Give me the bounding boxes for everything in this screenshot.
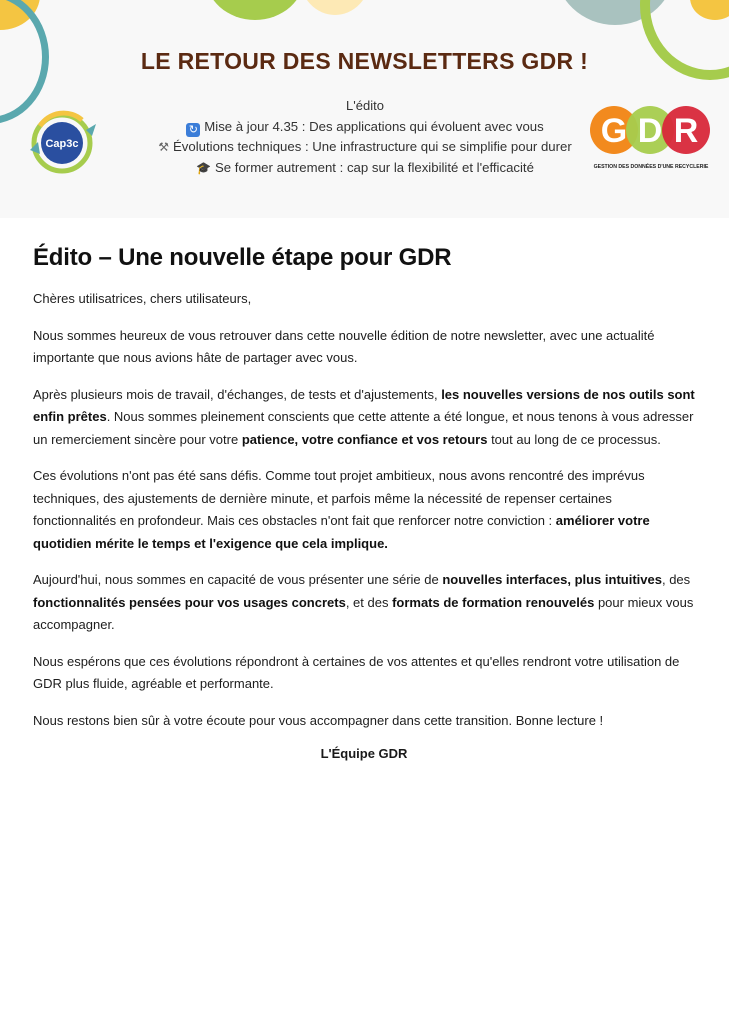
paragraph [33,569,695,637]
paragraph: Nous restons bien sûr à votre écoute pour vous accompagner dans cette transition. Bonne lecture ! [33,712,604,728]
summary-list [120,96,610,178]
paragraph: Nous sommes heureux de vous retrouver dans cette nouvelle édition de notre newsletter, avec une actualité importante que nous avions hâte de partager avec vous. [33,327,655,365]
bold-text: fonctionnalités pensées pour vos usages concrets [33,594,346,610]
text-run: , des [661,572,691,587]
gdr-logo-subtitle: GESTION DES DONNÉES D'UNE RECYCLERIE [593,164,709,170]
summary-edito-link[interactable]: L'édito [346,98,384,113]
summary-item-text: Évolutions techniques : Une infrastructure qui se simplifie pour durer [173,139,572,154]
svg-text:R: R [673,112,699,150]
edito-article [33,244,695,761]
tools-icon: ⚒ [158,140,169,154]
summary-item[interactable] [120,158,610,179]
newsletter-title: LE RETOUR DES NEWSLETTERS GDR ! [140,48,589,74]
summary-item[interactable] [120,117,610,138]
summary-item-text: Se former autrement : cap sur la flexibilité et l'efficacité [215,159,534,175]
bold-text: nouvelles interfaces, plus intuitives [442,572,662,587]
signature: L'Équipe GDR [320,746,408,761]
bold-text: améliorer votre quotidien mérite le temps et l'exigence que cela implique. [33,513,650,551]
paragraph [33,384,695,452]
refresh-icon: ↻ [186,123,200,137]
graduation-cap-icon: 🎓 [196,160,212,175]
paragraph: Nous espérons que ces évolutions répondront à certaines de vos attentes et qu'elles rendront votre utilisation de GDR plus fluide, agréable et performante. [33,653,680,691]
text-run: Aujourd'hui, nous sommes en capacité de vous présenter une série de [33,572,443,587]
paragraph [33,465,695,555]
svg-text:G: G [600,112,628,150]
bold-text: formats de formation renouvelés [392,594,595,610]
newsletter-header [0,0,729,218]
bold-text: patience, votre confiance et vos retours [241,431,488,447]
text-run: . Nous sommes pleinement conscients que cette attente a été longue, et nous tenons à vous adresser un remerciement sincère pour votre [33,409,694,447]
greeting: Chères utilisatrices, chers utilisateurs, [33,291,252,306]
cap3c-logo-text: Cap3c [45,138,79,150]
decorative-circle [205,0,305,20]
cap3c-logo [22,106,102,176]
bold-text: les nouvelles versions de nos outils sont enfin prêtes [33,386,695,424]
svg-text:D: D [637,112,663,150]
gdr-logo [588,100,714,172]
summary-item[interactable] [120,137,610,158]
summary-item-text: Mise à jour 4.35 : Des applications qui évoluent avec vous [204,118,544,134]
text-run: Ces évolutions n'ont pas été sans défis. Comme tout projet ambitieux, nous avons rencontré des imprévus techniques, des ajustements de dernière minute, et parfois même la nécessité de repenser certaines fonctionnalités en profondeur. Mais ces obstacles n'ont fait que renforcer notre conviction : [33,468,645,528]
article-title: Édito – Une nouvelle étape pour GDR [33,244,452,271]
text-run: tout au long de ce processus. [487,431,661,447]
decorative-circle [300,0,370,15]
text-run: pour mieux vous accompagner. [33,594,694,632]
text-run: , et des [345,594,393,610]
text-run: Après plusieurs mois de travail, d'échanges, de tests et d'ajustements, [33,386,442,402]
